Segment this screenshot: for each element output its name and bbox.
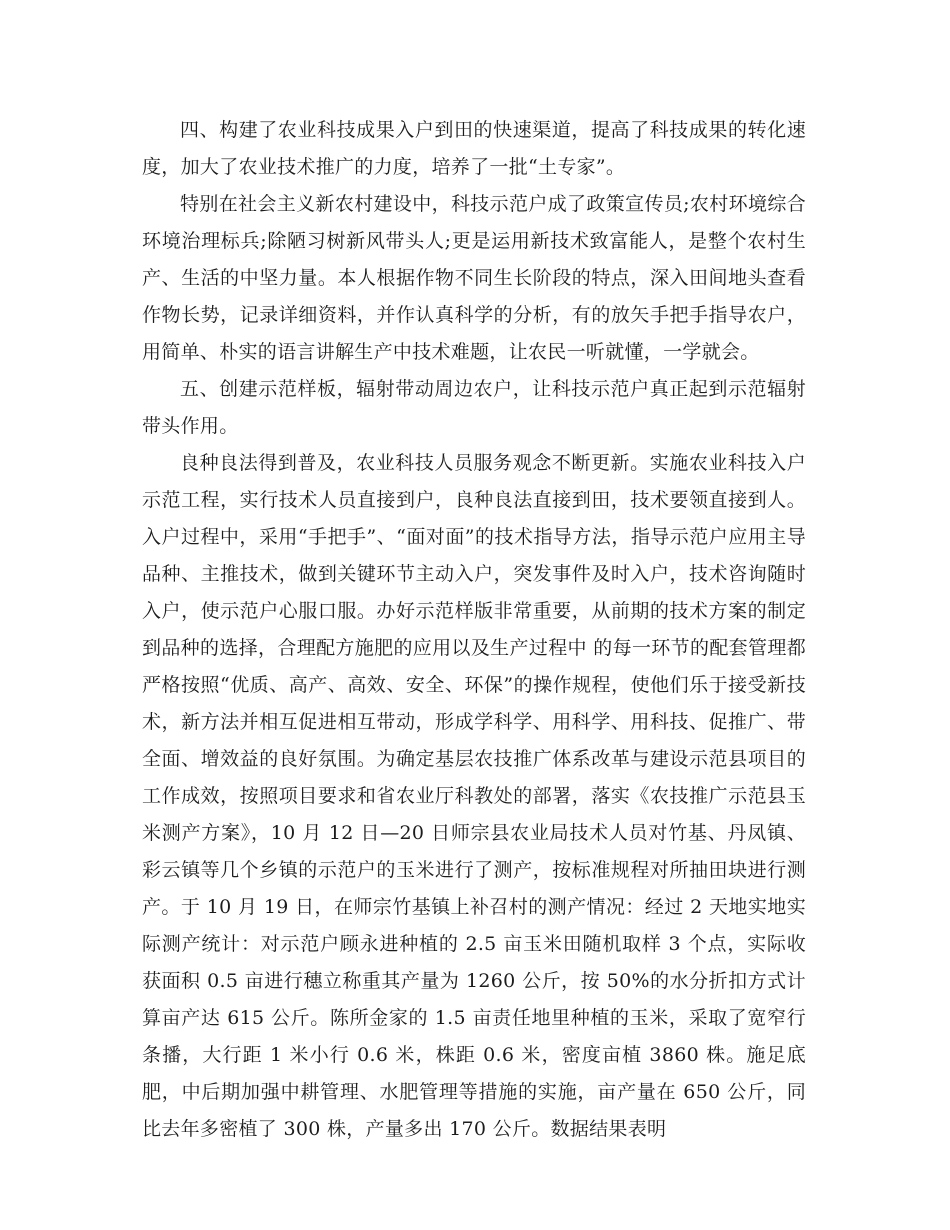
document-body — [142, 112, 806, 1148]
paragraph-new-countryside: 特别在社会主义新农村建设中，科技示范户成了政策宣传员;农村环境综合环境治理标兵;除陋习树新风带头人;更是运用新技术致富能人，是整个农村生产、生活的中坚力量。本人根据作物不同生长阶段的特点，深入田间地头查看作物长势，记录详细资料，并作认真科学的分析，有的放矢手把手指导农户，用简单、朴实的语言讲解生产中技术难题，让农民一听就懂，一学就会。 — [142, 193, 806, 363]
paragraph-section-five: 五、创建示范样板，辐射带动周边农户，让科技示范户真正起到示范辐射带头作用。 — [142, 378, 806, 437]
paragraph-section-four: 四、构建了农业科技成果入户到田的快速渠道，提高了科技成果的转化速度，加大了农业技术推广的力度，培养了一批“土专家”。 — [142, 119, 806, 178]
paragraph-demonstration-details: 良种良法得到普及，农业科技人员服务观念不断更新。实施农业科技入户示范工程，实行技术人员直接到户，良种良法直接到田，技术要领直接到人。入户过程中，采用“手把手”、“面对面”的技术指导方法，指导示范户应用主导品种、主推技术，做到关键环节主动入户，突发事件及时入户，技术咨询随时入户，使示范户心服口服。办好示范样版非常重要，从前期的技术方案的制定到品种的选择，合理配方施肥的应用以及生产过程中 的每一环节的配套管理都严格按照“优质、高产、高效、安全、环保”的操作规程，使他们乐于接受新技术，新方法并相互促进相互带动，形成学科学、用科学、用科技、促推广、带全面、增效益的良好氛围。为确定基层农技推广体系改革与建设示范县项目的工作成效，按照项目要求和省农业厅科教处的部署，落实《农技推广示范县玉米测产方案》，10 月 12 日—20 日师宗县农业局技术人员对竹基、丹凤镇、彩云镇等几个乡镇的示范户的玉米进行了测产，按标准规程对所抽田块进行测产。于 10 月 19 日，在师宗竹基镇上补召村的测产情况：经过 2 天地实地实际测产统计：对示范户顾永进种植的 2.5 亩玉米田随机取样 3 个点，实际收获面积 0.5 亩进行穗立称重其产量为 1260 公斤，按 50%的水分折扣方式计算亩产达 615 公斤。陈所金家的 1.5 亩责任地里种植的玉米，采取了宽窄行条播，大行距 1 米小行 0.6 米，株距 0.6 米，密度亩植 3860 株。施足底肥，中后期加强中耕管理、水肥管理等措施的实施，亩产量在 650 公斤，同比去年多密植了 300 株，产量多出 170 公斤。数据结果表明 — [142, 452, 806, 1140]
